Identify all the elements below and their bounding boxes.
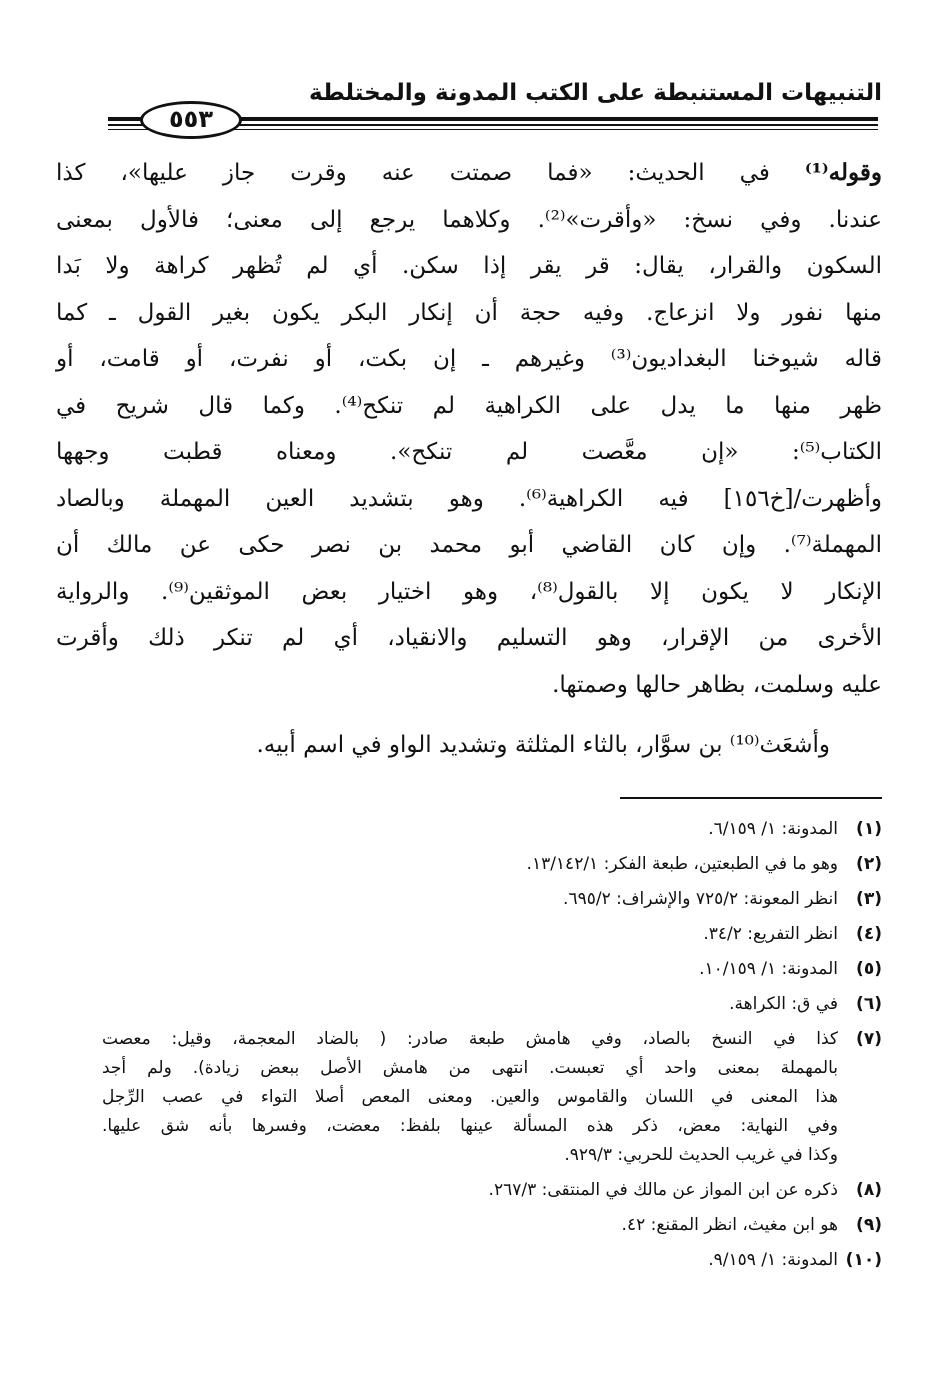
footnote-text: كذا في النسخ بالصاد، وفي هامش طبعة صادر: ( بالضاد المعجمة، وقيل: معصت: [102, 1029, 838, 1049]
footnote-text: في ق: الكراهة.: [729, 994, 838, 1014]
running-title: التنبيهات المستنبطة على الكتب المدونة والمختلطة: [309, 80, 882, 106]
footnote-text: هذا المعنى في اللسان والقاموس والعين. ومعنى المعص أصلا التواء في عصب الرِّجل: [102, 1087, 838, 1107]
footnote: [102, 987, 882, 1022]
footnote-text: هو ابن مغيث، انظر المقنع: ٤٢.: [621, 1215, 838, 1235]
text-line: [56, 150, 882, 197]
text-line: السكون والقرار، يقال: قر يقر إذا سكن. أي لم تُظهر كراهة ولا بَدا: [56, 253, 882, 279]
line-text: في الحديث: «فما صمتت عنه وقرت جاز عليها»، كذا: [56, 160, 805, 186]
footnote-text: انظر المعونة: ٧٢٥/٢ والإشراف: ٦٩٥/٢.: [563, 889, 838, 909]
footnote: [102, 1243, 882, 1278]
footnote-text: المدونة: ١/ ٦/١٥٩.: [708, 819, 838, 839]
footnote-text: وهو ما في الطبعتين، طبعة الفكر: ١٣/١٤٢/١.: [526, 854, 838, 874]
footnote: [102, 917, 882, 952]
footnote: [102, 847, 882, 882]
footnote-number: (٧): [856, 1029, 882, 1049]
footnote-number: (٩): [856, 1215, 882, 1235]
footnote-number: (٤): [856, 924, 882, 944]
footnote-number: (٦): [856, 994, 882, 1014]
footnote-text: المدونة: ١/ ١٠/١٥٩.: [699, 959, 838, 979]
footnote-text: وكذا في غريب الحديث للحربي: ٩٢٩/٣.: [564, 1145, 838, 1165]
footnote-number: (٨): [856, 1180, 882, 1200]
footnote-separator: [620, 797, 882, 799]
text-line: الأخرى من الإقرار، وهو التسليم والانقياد، أي لم تنكر ذلك وأقرت: [56, 625, 882, 651]
text-line: وأظهرت/[خ١٥٦] فيه الكراهية⁽⁶⁾. وهو بتشديد العين المهملة وبالصاد: [56, 485, 882, 512]
text-line: عليه وسلمت، بظاهر حالها وصمتها.: [552, 671, 882, 698]
text-line: الإنكار لا يكون إلا بالقول⁽⁸⁾، وهو اختيار بعض الموثقين⁽⁹⁾. والرواية: [56, 578, 882, 605]
footnote-text: وفي النهاية: معض، ذكر هذه المسألة عينها بلفظ: معضت، وفسرها بأنه شق عليها.: [102, 1116, 838, 1136]
footnote: [102, 812, 882, 847]
text-line: الكتاب⁽⁵⁾: «إن معَّصت لم تنكح». ومعناه قطبت وجهها: [56, 439, 882, 465]
footnote-text: بالمهملة بمعنى واحد أي تعبست. انتهى من هامش الأصل ببعض زيادة). ولم أجد: [102, 1058, 838, 1078]
second-paragraph: وأشعَث⁽¹⁰⁾ بن سوَّار، بالثاء المثلثة وتشديد الواو في اسم أبيه.: [256, 732, 830, 758]
main-paragraph: [56, 150, 882, 708]
footnote-number: (٢): [856, 854, 882, 874]
lead-word: وقوله⁽¹⁾: [804, 159, 882, 186]
footnote: [102, 1173, 882, 1208]
footnote-text: ذكره عن ابن المواز عن مالك في المنتقى: ٢٦٧/٣.: [488, 1180, 838, 1200]
text-line: قاله شيوخنا البغداديون⁽³⁾ وغيرهم ـ إن بكت، أو نفرت، أو قامت، أو: [56, 346, 882, 372]
footnote-number: (٥): [856, 959, 882, 979]
footnotes: [102, 812, 882, 1278]
footnote-text: انظر التفريع: ٣٤/٢.: [703, 924, 838, 944]
text-line: المهملة⁽⁷⁾. وإن كان القاضي أبو محمد بن نصر حكى عن مالك أن: [56, 532, 882, 558]
footnote-text: المدونة: ١/ ٩/١٥٩.: [708, 1250, 838, 1270]
footnote: [102, 1208, 882, 1243]
text-line: ظهر منها ما يدل على الكراهية لم تنكح⁽⁴⁾. وكما قال شريح في: [56, 392, 882, 419]
page-number: ٥٥٣: [140, 101, 242, 139]
footnote-number: (١٠): [845, 1250, 882, 1270]
footnote-number: (١): [856, 819, 882, 839]
footnote: [102, 882, 882, 917]
footnote: [102, 1022, 882, 1173]
footnote-number: (٣): [856, 889, 882, 909]
text-line: منها نفور ولا انزعاج. وفيه حجة أن إنكار البكر يكون بغير القول ـ كما: [56, 299, 882, 326]
footnote: [102, 952, 882, 987]
text-line: عندنا. وفي نسخ: «وأقرت»⁽²⁾. وكلاهما يرجع إلى معنى؛ فالأول بمعنى: [56, 206, 883, 233]
